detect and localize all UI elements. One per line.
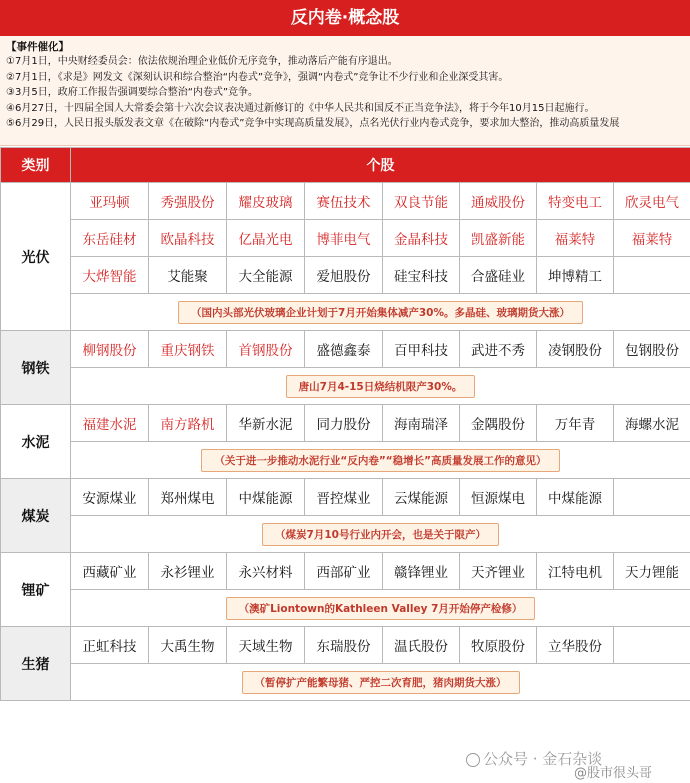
- event-item: ①7月1日，中央财经委员会：依法依规治理企业低价无序竞争，推动落后产能有序退出。: [6, 56, 398, 67]
- table-row: [1, 183, 690, 220]
- note-row: [1, 368, 690, 405]
- stock-cell: 博菲电气: [305, 220, 383, 257]
- stock-cell: 秀强股份: [149, 183, 227, 220]
- stock-cell: 盛德鑫泰: [305, 331, 383, 368]
- note-row: [1, 294, 690, 331]
- note-text: 唐山7月4-15日烧结机限产30%。: [286, 375, 476, 398]
- stock-cell: 海螺水泥: [614, 405, 690, 442]
- stock-cell: 艾能聚: [149, 257, 227, 294]
- note-cell: [71, 590, 690, 627]
- note-text: （暂停扩产能繁母猪、严控二次育肥，猪肉期货大涨）: [242, 671, 520, 694]
- stock-cell: 通威股份: [460, 183, 537, 220]
- stock-cell: 包钢股份: [614, 331, 690, 368]
- stock-cell: 东岳硅材: [71, 220, 149, 257]
- stock-cell: 大禹生物: [149, 627, 227, 664]
- stock-cell: 中煤能源: [537, 479, 614, 516]
- stock-cell: 凯盛新能: [460, 220, 537, 257]
- note-row: [1, 664, 690, 701]
- watermark-sub: @股市很头哥: [574, 766, 653, 781]
- stock-cell: [614, 257, 690, 294]
- stock-cell: 重庆钢铁: [149, 331, 227, 368]
- event-heading: 【事件催化】: [6, 41, 69, 53]
- stock-cell: 金隅股份: [460, 405, 537, 442]
- table-row: [1, 405, 690, 442]
- stock-cell: 赣锋锂业: [383, 553, 460, 590]
- stock-cell: [614, 479, 690, 516]
- note-text: （煤炭7月10号行业内开会，也是关于限产）: [262, 523, 499, 546]
- stock-cell: 同力股份: [305, 405, 383, 442]
- table-header-row: [1, 148, 690, 183]
- stock-cell: [614, 627, 690, 664]
- stock-cell: 东瑞股份: [305, 627, 383, 664]
- watermark-text: 公众号 · 金石杂谈: [483, 750, 603, 768]
- category-cell: 生猪: [1, 627, 71, 701]
- stock-cell: 南方路机: [149, 405, 227, 442]
- stock-cell: 天齐锂业: [460, 553, 537, 590]
- stock-cell: 凌钢股份: [537, 331, 614, 368]
- stock-cell: 合盛硅业: [460, 257, 537, 294]
- event-item: ④6月27日，十四届全国人大常委会第十六次会议表决通过新修订的《中华人民共和国反不正当竞争法》，将于今年10月15日起施行。: [6, 102, 595, 114]
- stock-cell: 天力锂能: [614, 553, 690, 590]
- stock-cell: 百甲科技: [383, 331, 460, 368]
- note-cell: [71, 516, 690, 553]
- stock-cell: 亿晶光电: [227, 220, 305, 257]
- stock-cell: 永衫锂业: [149, 553, 227, 590]
- category-cell: 锂矿: [1, 553, 71, 627]
- header-stocks: 个股: [71, 148, 690, 183]
- stock-cell: 欣灵电气: [614, 183, 690, 220]
- stock-cell: 晋控煤业: [305, 479, 383, 516]
- stock-cell: 特变电工: [537, 183, 614, 220]
- stock-cell: 耀皮玻璃: [227, 183, 305, 220]
- stock-cell: 中煤能源: [227, 479, 305, 516]
- stock-cell: 欧晶科技: [149, 220, 227, 257]
- stock-cell: 恒源煤电: [460, 479, 537, 516]
- stock-cell: 万年青: [537, 405, 614, 442]
- header-category: 类别: [1, 148, 71, 183]
- stock-cell: 硅宝科技: [383, 257, 460, 294]
- stock-cell: 双良节能: [383, 183, 460, 220]
- stock-cell: 坤博精工: [537, 257, 614, 294]
- note-cell: [71, 664, 690, 701]
- category-cell: 光伏: [1, 183, 71, 331]
- event-item: ⑤6月29日，人民日报头版发表文章《在破除“内卷式”竞争中实现高质量发展》，点名光伏行业内卷式竞争，要求加大整治，推动高质量发展: [6, 118, 620, 129]
- note-text: （关于进一步推动水泥行业“反内卷”“稳增长”高质量发展工作的意见）: [201, 449, 559, 472]
- stock-cell: 赛伍技术: [305, 183, 383, 220]
- event-catalyst-panel: [0, 36, 690, 146]
- event-item: ③3月5日，政府工作报告强调要综合整治“内卷式”竞争。: [6, 87, 259, 98]
- wechat-icon: [466, 753, 480, 767]
- stock-cell: 亚玛顿: [71, 183, 149, 220]
- note-row: [1, 442, 690, 479]
- note-cell: [71, 442, 690, 479]
- note-row: [1, 590, 690, 627]
- event-item: ②7月1日，《求是》网发文《深刻认识和综合整治“内卷式”竞争》，强调“内卷式”竞争让不少行业和企业深受其害。: [6, 71, 509, 83]
- stock-cell: 大烨智能: [71, 257, 149, 294]
- stock-cell: 正虹科技: [71, 627, 149, 664]
- stock-cell: 华新水泥: [227, 405, 305, 442]
- category-cell: 煤炭: [1, 479, 71, 553]
- stock-cell: 爱旭股份: [305, 257, 383, 294]
- stock-cell: 江特电机: [537, 553, 614, 590]
- concept-stock-table: [0, 147, 690, 701]
- note-row: [1, 516, 690, 553]
- stock-cell: 柳钢股份: [71, 331, 149, 368]
- note-cell: [71, 294, 690, 331]
- note-text: （国内头部光伏玻璃企业计划于7月开始集体减产30%。多晶硅、玻璃期货大涨）: [178, 301, 583, 324]
- stock-cell: 云煤能源: [383, 479, 460, 516]
- table-row: [1, 257, 690, 294]
- stock-cell: 福建水泥: [71, 405, 149, 442]
- stock-cell: 海南瑞泽: [383, 405, 460, 442]
- category-cell: 钢铁: [1, 331, 71, 405]
- table-row: [1, 220, 690, 257]
- table-row: [1, 553, 690, 590]
- stock-cell: 福莱特: [614, 220, 690, 257]
- stock-cell: 福莱特: [537, 220, 614, 257]
- stock-cell: 天域生物: [227, 627, 305, 664]
- stock-cell: 武进不秀: [460, 331, 537, 368]
- note-cell: [71, 368, 690, 405]
- table-row: [1, 331, 690, 368]
- table-row: [1, 627, 690, 664]
- stock-cell: 永兴材料: [227, 553, 305, 590]
- stock-cell: 首钢股份: [227, 331, 305, 368]
- stock-cell: 立华股份: [537, 627, 614, 664]
- page-title: 反内卷·概念股: [0, 0, 690, 36]
- stock-cell: 西部矿业: [305, 553, 383, 590]
- stock-cell: 大全能源: [227, 257, 305, 294]
- stock-cell: 西藏矿业: [71, 553, 149, 590]
- stock-cell: 郑州煤电: [149, 479, 227, 516]
- stock-cell: 牧原股份: [460, 627, 537, 664]
- stock-cell: 温氏股份: [383, 627, 460, 664]
- table-row: [1, 479, 690, 516]
- note-text: （澳矿Liontown的Kathleen Valley 7月开始停产检修）: [226, 597, 536, 620]
- category-cell: 水泥: [1, 405, 71, 479]
- stock-cell: 金晶科技: [383, 220, 460, 257]
- stock-cell: 安源煤业: [71, 479, 149, 516]
